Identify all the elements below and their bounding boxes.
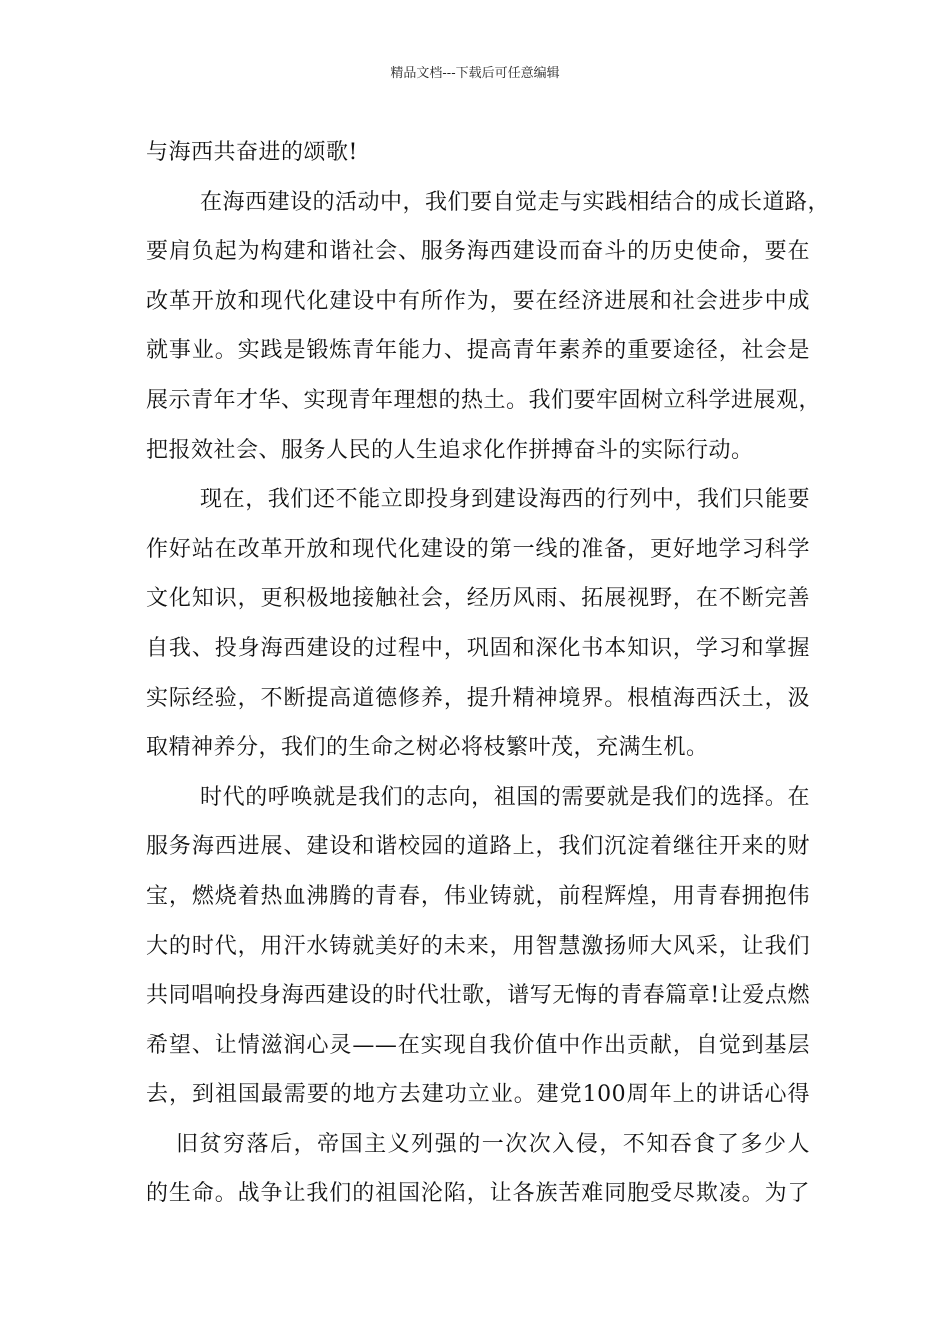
document-body <box>146 128 831 1219</box>
text-line: 展示青年才华、实现青年理想的热土。我们要牢固树立科学进展观， <box>146 387 822 413</box>
text-line: 改革开放和现代化建设中有所作为，要在经济进展和社会进步中成 <box>146 288 810 314</box>
page-header: 精品文档---下载后可任意编辑 <box>390 66 560 81</box>
text-line: 就事业。实践是锻炼青年能力、提高青年素养的重要途径，社会是 <box>146 338 810 364</box>
text-line: 取精神养分，我们的生命之树必将枝繁叶茂，充满生机。 <box>146 735 709 761</box>
text-line: 与海西共奋进的颂歌! <box>146 140 358 165</box>
text-line: 时代的呼唤就是我们的志向，祖国的需要就是我们的选择。在 <box>200 784 810 810</box>
text-line: 自我、投身海西建设的过程中，巩固和深化书本知识，学习和掌握 <box>146 635 810 661</box>
text-line: 现在，我们还不能立即投身到建设海西的行列中，我们只能要 <box>200 487 810 513</box>
text-line: 实际经验，不断提高道德修养，提升精神境界。根植海西沃土，汲 <box>146 685 810 711</box>
text-line: 宝，燃烧着热血沸腾的青春，伟业铸就，前程辉煌，用青春拥抱伟 <box>146 883 810 909</box>
text-line: 共同唱响投身海西建设的时代壮歌，谱写无悔的青春篇章!让爱点燃 <box>146 983 810 1009</box>
text-line: 文化知识，更积极地接触社会，经历风雨、拓展视野，在不断完善 <box>146 586 810 612</box>
text-line: 的生命。战争让我们的祖国沦陷，让各族苦难同胞受尽欺凌。为了 <box>146 1181 810 1207</box>
text-line: 把报效社会、服务人民的人生追求化作拼搏奋斗的实际行动。 <box>146 437 754 463</box>
text-line: 去，到祖国最需要的地方去建功立业。建党100周年上的讲话心得 <box>146 1082 810 1108</box>
text-line: 旧贫穷落后，帝国主义列强的一次次入侵，不知吞食了多少人 <box>176 1131 810 1157</box>
text-line: 希望、让情滋润心灵——在实现自我价值中作出贡献，自觉到基层 <box>146 1032 810 1058</box>
text-line: 作好站在改革开放和现代化建设的第一线的准备，更好地学习科学 <box>146 536 810 562</box>
text-line: 服务海西进展、建设和谐校园的道路上，我们沉淀着继往开来的财 <box>146 834 810 860</box>
text-line: 在海西建设的活动中，我们要自觉走与实践相结合的成长道路， <box>200 189 831 215</box>
text-line: 大的时代，用汗水铸就美好的未来，用智慧激扬师大风采，让我们 <box>146 933 810 959</box>
text-line: 要肩负起为构建和谐社会、服务海西建设而奋斗的历史使命，要在 <box>146 239 810 265</box>
